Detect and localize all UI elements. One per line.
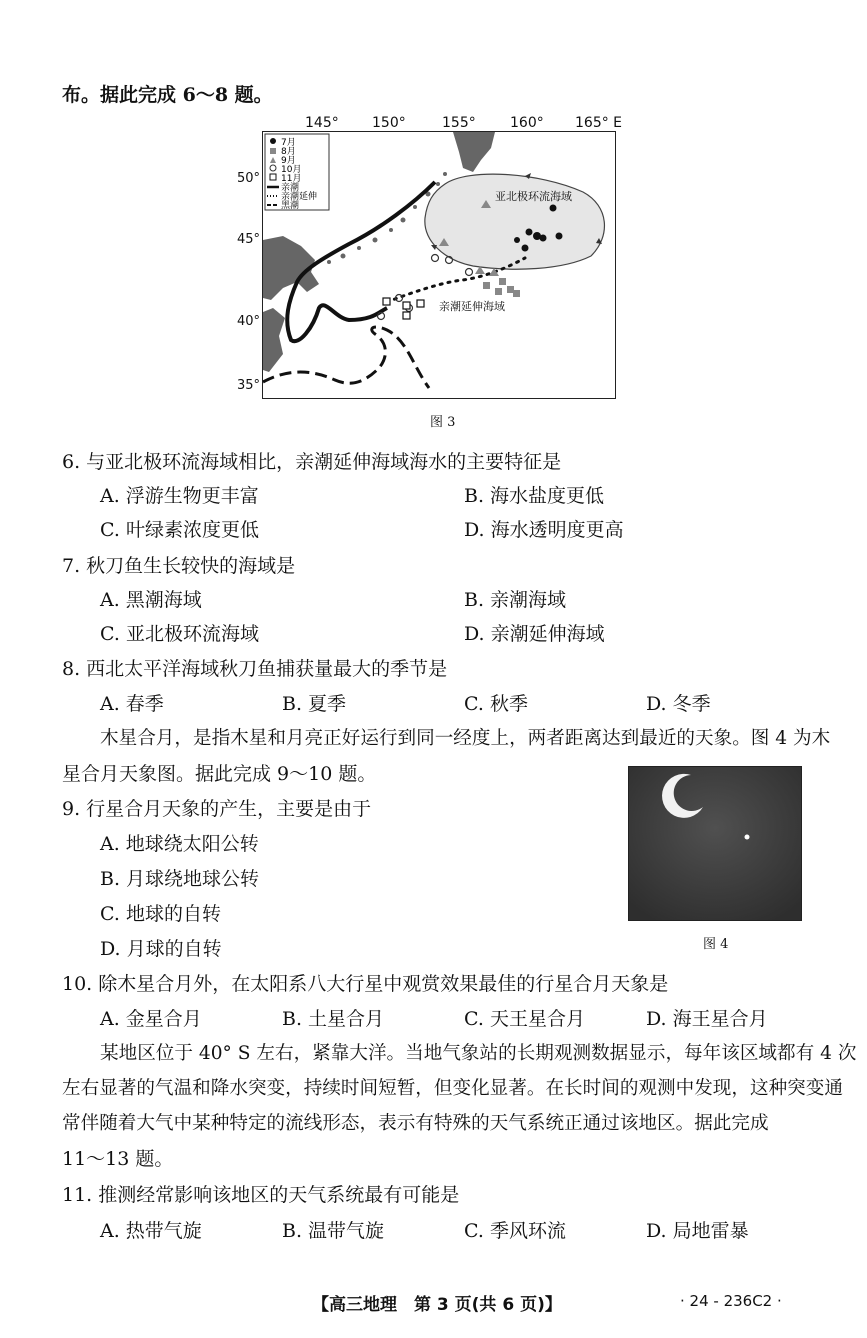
lon-label-145: 145° [305, 115, 339, 131]
lon-label-165: 165° E [575, 115, 623, 131]
q9-option-b: B. 月球绕地球公转 [100, 868, 260, 890]
legend-november: 11月 [281, 174, 302, 184]
q7-option-a: A. 黑潮海域 [100, 589, 202, 611]
jupiter-moon-photo [628, 766, 802, 921]
legend-september: 9月 [281, 156, 296, 166]
q10-stem: 10. 除木星合月外，在太阳系八大行星中观赏效果最佳的行星合月天象是 [62, 973, 669, 995]
q9-option-d: D. 月球的自转 [100, 938, 222, 960]
lat-label-45: 45° [237, 232, 261, 247]
ocean-map [262, 131, 616, 399]
legend-november-icon [270, 174, 276, 180]
passage3-line3: 常伴随着大气中某种特定的流线形态，表示有特殊的天气系统正通过该地区。据此完成 [62, 1113, 769, 1134]
q6-stem: 6. 与亚北极环流海域相比，亲潮延伸海域海水的主要特征是 [62, 451, 562, 473]
legend-october: 10月 [281, 165, 302, 175]
legend-oyashio-extension: 亲潮延伸 [281, 192, 318, 202]
q8-option-a: A. 春季 [100, 693, 164, 715]
lat-label-35: 35° [237, 378, 261, 393]
passage3-line1: 某地区位于 40° S 左右，紧靠大洋。当地气象站的长期观测数据显示，每年该区域都有 4 次 [100, 1043, 857, 1064]
q10-option-c: C. 天王星合月 [464, 1008, 585, 1030]
q8-option-b: B. 夏季 [282, 693, 347, 715]
lon-label-155: 155° [442, 115, 476, 131]
page-footer-code: · 24 - 236C2 · [680, 1292, 782, 1310]
q11-stem: 11. 推测经常影响该地区的天气系统最有可能是 [62, 1184, 460, 1206]
passage3-line4: 11～13 题。 [62, 1148, 174, 1170]
q9-option-c: C. 地球的自转 [100, 903, 221, 925]
q8-option-d: D. 冬季 [646, 693, 711, 715]
subarctic-gyre-region [425, 174, 605, 269]
legend-july: 7月 [281, 138, 296, 148]
legend-august-icon [270, 148, 276, 154]
q9-stem: 9. 行星合月天象的产生，主要是由于 [62, 798, 372, 820]
q10-option-b: B. 土星合月 [282, 1008, 385, 1030]
lat-label-40: 40° [237, 314, 261, 329]
q10-option-a: A. 金星合月 [100, 1008, 202, 1030]
q6-option-b: B. 海水盐度更低 [464, 485, 605, 507]
q11-option-d: D. 局地雷暴 [646, 1220, 749, 1242]
q11-option-b: B. 温带气旋 [282, 1220, 385, 1242]
lon-label-160: 160° [510, 115, 544, 131]
passage2-line1: 木星合月，是指木星和月亮正好运行到同一经度上，两者距离达到最近的天象。图 4 为木 [100, 728, 831, 749]
legend-august: 8月 [281, 147, 296, 157]
photo-drawing [629, 767, 801, 920]
q6-option-d: D. 海水透明度更高 [464, 519, 624, 541]
q7-option-d: D. 亲潮延伸海域 [464, 623, 605, 645]
passage2-line2: 星合月天象图。据此完成 9～10 题。 [62, 763, 377, 785]
lon-label-150: 150° [372, 115, 406, 131]
lat-label-50: 50° [237, 171, 261, 186]
page-footer-title: 【高三地理 第 3 页(共 6 页)】 [312, 1295, 562, 1315]
q11-option-a: A. 热带气旋 [100, 1220, 202, 1242]
q7-option-b: B. 亲潮海域 [464, 589, 567, 611]
legend-oyashio: 亲潮 [281, 183, 300, 193]
legend-kuroshio: 黑潮 [281, 201, 300, 211]
figure4-caption: 图 4 [703, 937, 729, 952]
ocean-map-drawing [263, 132, 616, 399]
q8-option-c: C. 秋季 [464, 693, 528, 715]
kamchatka-land [453, 132, 495, 172]
q7-option-c: C. 亚北极环流海域 [100, 623, 259, 645]
intro-tail: 布。据此完成 6～8 题。 [62, 84, 273, 106]
marker-august-group [483, 278, 520, 297]
q8-stem: 8. 西北太平洋海域秋刀鱼捕获量最大的季节是 [62, 658, 448, 680]
legend-july-icon [270, 138, 276, 144]
q6-option-c: C. 叶绿素浓度更低 [100, 519, 259, 541]
passage3-line2: 左右显著的气温和降水突变，持续时间短暂，但变化显著。在长时间的观测中发现，这种突变通 [62, 1078, 843, 1099]
q9-option-a: A. 地球绕太阳公转 [100, 833, 259, 855]
jupiter-dot-icon [745, 835, 750, 840]
q7-stem: 7. 秋刀鱼生长较快的海域是 [62, 555, 296, 577]
q10-option-d: D. 海王星合月 [646, 1008, 768, 1030]
label-oyashio-extension: 亲潮延伸海域 [439, 300, 505, 313]
q11-option-c: C. 季风环流 [464, 1220, 566, 1242]
honshu-land [263, 308, 285, 372]
label-subarctic-gyre: 亚北极环流海域 [495, 190, 572, 203]
marker-november-group [383, 298, 424, 319]
figure3-caption: 图 3 [430, 415, 456, 430]
q6-option-a: A. 浮游生物更丰富 [100, 485, 259, 507]
